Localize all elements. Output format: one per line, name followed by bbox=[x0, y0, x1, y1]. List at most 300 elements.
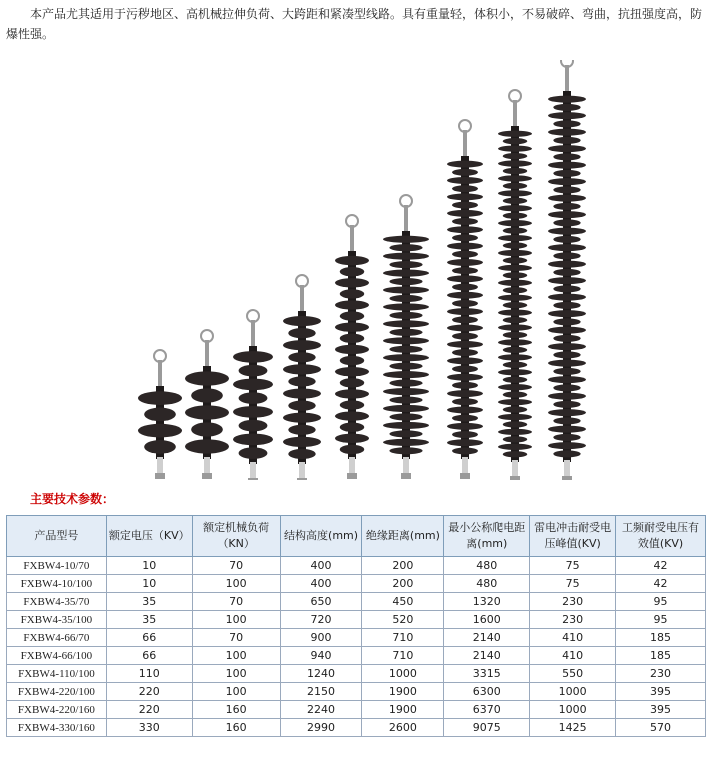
insulator-shed bbox=[383, 405, 429, 412]
insulator-shed bbox=[233, 351, 273, 363]
insulator-shed bbox=[548, 310, 586, 317]
insulator-shed bbox=[548, 145, 586, 152]
insulator-shed bbox=[503, 377, 527, 383]
table-cell: 100 bbox=[192, 575, 280, 593]
insulator-shed bbox=[288, 352, 315, 362]
insulator-shed bbox=[335, 323, 369, 332]
insulator-shed bbox=[340, 378, 364, 387]
insulator-shed bbox=[340, 289, 364, 298]
insulator-shed bbox=[548, 129, 586, 136]
table-cell: 70 bbox=[192, 593, 280, 611]
insulator-shed bbox=[452, 431, 478, 438]
table-cell: 10 bbox=[106, 557, 192, 575]
table-cell: 480 bbox=[444, 575, 530, 593]
insulator-shed bbox=[335, 389, 369, 398]
fitting bbox=[297, 478, 307, 480]
insulator-shed bbox=[447, 341, 483, 348]
insulator-shed bbox=[452, 300, 478, 307]
insulator-shed bbox=[548, 112, 586, 119]
insulator-shed bbox=[548, 409, 586, 416]
column-header: 最小公称爬电距离(mm) bbox=[444, 516, 530, 557]
insulator-shed bbox=[383, 236, 429, 243]
insulator-shed bbox=[503, 138, 527, 144]
insulator-shed bbox=[553, 120, 580, 127]
table-cell: 70 bbox=[192, 557, 280, 575]
section-title: 主要技术参数： bbox=[30, 492, 115, 506]
insulator-shed bbox=[335, 411, 369, 420]
insulator-shed bbox=[498, 280, 532, 286]
table-cell: 900 bbox=[280, 629, 362, 647]
insulator-shed bbox=[452, 398, 478, 405]
fitting bbox=[404, 205, 408, 235]
table-cell: 520 bbox=[362, 611, 444, 629]
insulator-shed bbox=[452, 284, 478, 291]
insulator-shed bbox=[498, 235, 532, 241]
insulator-shed bbox=[383, 270, 429, 277]
insulator-shed bbox=[553, 137, 580, 144]
insulator-shed bbox=[383, 354, 429, 361]
insulator-shed bbox=[553, 351, 580, 358]
table-cell: 42 bbox=[616, 575, 706, 593]
insulator-shed bbox=[233, 406, 273, 418]
insulator-shed bbox=[447, 357, 483, 364]
table-cell: 220 bbox=[106, 701, 192, 719]
insulator-shed bbox=[498, 324, 532, 330]
column-header: 额定机械负荷（KN） bbox=[192, 516, 280, 557]
table-cell: 480 bbox=[444, 557, 530, 575]
insulator-shed bbox=[498, 339, 532, 345]
insulator-shed bbox=[498, 429, 532, 435]
column-header: 工频耐受电压有效值(KV) bbox=[616, 516, 706, 557]
insulator-shed bbox=[383, 439, 429, 446]
insulator-shed bbox=[383, 320, 429, 327]
insulator-shed bbox=[503, 287, 527, 293]
insulator-shed bbox=[548, 277, 586, 284]
insulator-core bbox=[249, 346, 257, 464]
insulator-shed bbox=[191, 388, 223, 402]
table-cell: 110 bbox=[106, 665, 192, 683]
insulator-shed bbox=[498, 384, 532, 390]
insulator-shed bbox=[553, 450, 580, 457]
model-cell: FXBW4-10/100 bbox=[7, 575, 107, 593]
table-cell: 1900 bbox=[362, 683, 444, 701]
fitting bbox=[401, 473, 411, 479]
insulator-shed bbox=[283, 388, 321, 398]
model-cell: FXBW4-110/100 bbox=[7, 665, 107, 683]
insulator-shed bbox=[548, 195, 586, 202]
insulator-shed bbox=[553, 203, 580, 210]
insulator-shed bbox=[548, 376, 586, 383]
insulator-shed bbox=[340, 400, 364, 409]
insulator-shed bbox=[389, 329, 422, 336]
table-cell: 160 bbox=[192, 701, 280, 719]
fitting bbox=[251, 320, 255, 350]
insulator-shed bbox=[503, 436, 527, 442]
table-header-row bbox=[7, 516, 706, 557]
column-header: 产品型号 bbox=[7, 516, 107, 557]
insulator-shed bbox=[553, 104, 580, 111]
column-header: 额定电压（KV） bbox=[106, 516, 192, 557]
table-cell: 35 bbox=[106, 593, 192, 611]
fitting bbox=[248, 478, 258, 480]
insulator-shed bbox=[498, 399, 532, 405]
table-cell: 400 bbox=[280, 575, 362, 593]
table-cell: 185 bbox=[616, 629, 706, 647]
insulator-shed bbox=[452, 267, 478, 274]
insulator-shed bbox=[340, 267, 364, 276]
fitting bbox=[460, 473, 470, 479]
insulator-shed bbox=[452, 251, 478, 258]
insulator-shed bbox=[452, 185, 478, 192]
insulator-shed bbox=[548, 244, 586, 251]
insulator-shed bbox=[389, 363, 422, 370]
insulator-shed bbox=[288, 449, 315, 459]
insulator-shed bbox=[452, 366, 478, 373]
table-cell: 66 bbox=[106, 629, 192, 647]
insulator-shed bbox=[447, 226, 483, 233]
table-cell: 185 bbox=[616, 647, 706, 665]
insulator-shed bbox=[498, 220, 532, 226]
insulator-shed bbox=[553, 153, 580, 160]
insulator-shed bbox=[503, 317, 527, 323]
table-cell: 395 bbox=[616, 683, 706, 701]
insulator-shed bbox=[498, 265, 532, 271]
insulators-photo bbox=[0, 60, 712, 480]
table-cell: 100 bbox=[192, 683, 280, 701]
insulator-shed bbox=[503, 213, 527, 219]
insulator-shed bbox=[503, 242, 527, 248]
model-cell: FXBW4-10/70 bbox=[7, 557, 107, 575]
table-row bbox=[7, 557, 706, 575]
model-cell: FXBW4-220/160 bbox=[7, 701, 107, 719]
table-cell: 570 bbox=[616, 719, 706, 737]
insulator-shed bbox=[447, 374, 483, 381]
column-header: 结构高度(mm) bbox=[280, 516, 362, 557]
insulator-shed bbox=[389, 430, 422, 437]
fitting bbox=[565, 65, 569, 95]
insulator-shed bbox=[144, 440, 176, 454]
insulator-shed bbox=[452, 382, 478, 389]
table-cell: 35 bbox=[106, 611, 192, 629]
table-cell: 2990 bbox=[280, 719, 362, 737]
insulator-shed bbox=[389, 447, 422, 454]
table-cell: 710 bbox=[362, 629, 444, 647]
insulator-shed bbox=[503, 228, 527, 234]
insulator-shed bbox=[389, 278, 422, 285]
insulator-shed bbox=[553, 335, 580, 342]
insulator-shed bbox=[452, 234, 478, 241]
fitting bbox=[250, 462, 256, 480]
insulator-shed bbox=[283, 413, 321, 423]
insulator-shed bbox=[503, 302, 527, 308]
insulator-shed bbox=[553, 219, 580, 226]
fitting bbox=[350, 225, 354, 255]
insulator-shed bbox=[340, 356, 364, 365]
intro-paragraph: 本产品尤其适用于污秽地区、高机械拉伸负荷、大跨距和紧凑型线路。具有重量轻，体积小，不易破碎、弯曲，抗扭强度高，防爆性强。 bbox=[6, 7, 703, 41]
table-cell: 100 bbox=[192, 647, 280, 665]
insulator-shed bbox=[548, 393, 586, 400]
insulator-shed bbox=[335, 367, 369, 376]
fitting bbox=[205, 340, 209, 370]
insulator-shed bbox=[185, 371, 229, 385]
insulator-shed bbox=[548, 442, 586, 449]
table-row bbox=[7, 719, 706, 737]
insulator-shed bbox=[503, 347, 527, 353]
insulator-shed bbox=[553, 384, 580, 391]
table-cell: 200 bbox=[362, 575, 444, 593]
insulator-shed bbox=[389, 261, 422, 268]
table-cell: 400 bbox=[280, 557, 362, 575]
insulator-shed bbox=[503, 406, 527, 412]
insulator-shed bbox=[498, 131, 532, 137]
insulator-shed bbox=[239, 420, 268, 432]
fitting bbox=[403, 457, 409, 475]
insulator-shed bbox=[389, 380, 422, 387]
insulator-shed bbox=[340, 423, 364, 432]
insulator-shed bbox=[283, 316, 321, 326]
insulator-shed bbox=[548, 211, 586, 218]
table-cell: 1900 bbox=[362, 701, 444, 719]
table-cell: 1000 bbox=[362, 665, 444, 683]
insulator-shed bbox=[447, 325, 483, 332]
insulator-shed bbox=[452, 447, 478, 454]
insulator-shed bbox=[389, 346, 422, 353]
insulator-shed bbox=[553, 417, 580, 424]
fitting bbox=[512, 460, 518, 478]
insulator-shed bbox=[383, 371, 429, 378]
insulator-shed bbox=[185, 439, 229, 453]
insulator-shed bbox=[138, 391, 182, 405]
insulator-shed bbox=[503, 362, 527, 368]
insulator-shed bbox=[548, 360, 586, 367]
insulator-shed bbox=[452, 202, 478, 209]
insulator-shed bbox=[553, 401, 580, 408]
table-cell: 410 bbox=[530, 647, 616, 665]
insulator-shed bbox=[503, 332, 527, 338]
insulator-shed bbox=[553, 434, 580, 441]
model-cell: FXBW4-35/70 bbox=[7, 593, 107, 611]
insulator-shed bbox=[548, 178, 586, 185]
table-cell: 9075 bbox=[444, 719, 530, 737]
table-cell: 1425 bbox=[530, 719, 616, 737]
insulator-shed bbox=[447, 390, 483, 397]
insulator-shed bbox=[498, 414, 532, 420]
table-cell: 2240 bbox=[280, 701, 362, 719]
insulator-shed bbox=[233, 434, 273, 446]
insulator-shed bbox=[548, 426, 586, 433]
insulator-shed bbox=[452, 415, 478, 422]
insulator-shed bbox=[233, 379, 273, 391]
table-cell: 410 bbox=[530, 629, 616, 647]
table-cell: 940 bbox=[280, 647, 362, 665]
table-cell: 200 bbox=[362, 557, 444, 575]
fitting bbox=[299, 462, 305, 480]
insulator-shed bbox=[553, 236, 580, 243]
insulator-shed bbox=[548, 162, 586, 169]
insulator-shed bbox=[389, 413, 422, 420]
insulator-shed bbox=[548, 294, 586, 301]
insulator-shed bbox=[447, 308, 483, 315]
insulator-shed bbox=[498, 190, 532, 196]
insulator-shed bbox=[138, 424, 182, 438]
insulator-shed bbox=[452, 333, 478, 340]
insulator-core bbox=[461, 156, 469, 459]
insulator-shed bbox=[283, 340, 321, 350]
model-cell: FXBW4-220/100 bbox=[7, 683, 107, 701]
insulator-shed bbox=[340, 311, 364, 320]
table-cell: 1320 bbox=[444, 593, 530, 611]
insulator-shed bbox=[452, 349, 478, 356]
table-cell: 2140 bbox=[444, 629, 530, 647]
insulator-shed bbox=[288, 425, 315, 435]
spec-table bbox=[6, 515, 706, 737]
table-cell: 1240 bbox=[280, 665, 362, 683]
insulator-shed bbox=[288, 328, 315, 338]
table-cell: 160 bbox=[192, 719, 280, 737]
table-row bbox=[7, 593, 706, 611]
insulator-shed bbox=[452, 218, 478, 225]
model-cell: FXBW4-66/100 bbox=[7, 647, 107, 665]
insulator-shed bbox=[383, 422, 429, 429]
insulator-shed bbox=[498, 295, 532, 301]
insulator-shed bbox=[548, 96, 586, 103]
insulator-shed bbox=[383, 303, 429, 310]
insulator-shed bbox=[452, 169, 478, 176]
insulator-shed bbox=[335, 278, 369, 287]
insulator-shed bbox=[340, 445, 364, 454]
insulator-shed bbox=[553, 285, 580, 292]
insulator-shed bbox=[447, 177, 483, 184]
insulator-shed bbox=[503, 257, 527, 263]
table-cell: 2150 bbox=[280, 683, 362, 701]
fitting bbox=[462, 457, 468, 475]
insulator-shed bbox=[447, 210, 483, 217]
table-cell: 95 bbox=[616, 593, 706, 611]
table-cell: 6300 bbox=[444, 683, 530, 701]
table-cell: 1000 bbox=[530, 701, 616, 719]
table-cell: 6370 bbox=[444, 701, 530, 719]
insulator-shed bbox=[452, 316, 478, 323]
table-row bbox=[7, 665, 706, 683]
insulator-shed bbox=[335, 300, 369, 309]
insulator-shed bbox=[447, 193, 483, 200]
insulator-shed bbox=[335, 256, 369, 265]
insulator-shed bbox=[553, 170, 580, 177]
fitting bbox=[300, 285, 304, 315]
insulator-shed bbox=[335, 434, 369, 443]
insulator-shed bbox=[283, 437, 321, 447]
insulator-shed bbox=[498, 146, 532, 152]
table-cell: 230 bbox=[616, 665, 706, 683]
insulator-shed bbox=[498, 250, 532, 256]
insulator-shed bbox=[144, 408, 176, 422]
table-cell: 230 bbox=[530, 593, 616, 611]
fitting bbox=[510, 476, 520, 480]
insulator-shed bbox=[389, 295, 422, 302]
insulator-shed bbox=[553, 318, 580, 325]
insulator-shed bbox=[288, 376, 315, 386]
insulator-shed bbox=[553, 302, 580, 309]
table-cell: 100 bbox=[192, 665, 280, 683]
insulator-shed bbox=[553, 186, 580, 193]
table-cell: 95 bbox=[616, 611, 706, 629]
table-cell: 230 bbox=[530, 611, 616, 629]
insulator-shed bbox=[503, 392, 527, 398]
insulator-shed bbox=[503, 183, 527, 189]
insulator-shed bbox=[553, 368, 580, 375]
insulator-shed bbox=[498, 354, 532, 360]
fitting bbox=[158, 360, 162, 390]
insulator-shed bbox=[447, 439, 483, 446]
table-cell: 550 bbox=[530, 665, 616, 683]
table-row bbox=[7, 701, 706, 719]
fitting bbox=[347, 473, 357, 479]
insulator-shed bbox=[498, 175, 532, 181]
insulator-shed bbox=[503, 272, 527, 278]
insulator-shed bbox=[447, 406, 483, 413]
insulator-shed bbox=[239, 365, 268, 377]
insulator-shed bbox=[548, 343, 586, 350]
insulator-shed bbox=[548, 327, 586, 334]
table-cell: 75 bbox=[530, 557, 616, 575]
insulator-shed bbox=[503, 168, 527, 174]
fitting bbox=[349, 457, 355, 475]
insulator-shed bbox=[447, 423, 483, 430]
table-cell: 3315 bbox=[444, 665, 530, 683]
table-cell: 650 bbox=[280, 593, 362, 611]
fitting bbox=[564, 460, 570, 478]
insulator-shed bbox=[389, 312, 422, 319]
model-cell: FXBW4-330/160 bbox=[7, 719, 107, 737]
insulator-shed bbox=[191, 422, 223, 436]
fitting bbox=[157, 457, 163, 475]
table-cell: 720 bbox=[280, 611, 362, 629]
table-cell: 2600 bbox=[362, 719, 444, 737]
fitting bbox=[513, 100, 517, 130]
table-cell: 100 bbox=[192, 611, 280, 629]
table-cell: 710 bbox=[362, 647, 444, 665]
insulator-shed bbox=[383, 286, 429, 293]
insulator-shed bbox=[340, 334, 364, 343]
insulator-shed bbox=[447, 292, 483, 299]
insulator-shed bbox=[548, 228, 586, 235]
insulator-shed bbox=[283, 364, 321, 374]
insulator-shed bbox=[498, 160, 532, 166]
table-body bbox=[7, 557, 706, 737]
insulator-shed bbox=[185, 405, 229, 419]
insulator-shed bbox=[503, 153, 527, 159]
insulator-shed bbox=[498, 205, 532, 211]
insulator-shed bbox=[239, 447, 268, 459]
insulator-shed bbox=[383, 253, 429, 260]
insulator-shed bbox=[553, 252, 580, 259]
table-cell: 220 bbox=[106, 683, 192, 701]
insulator-shed bbox=[498, 444, 532, 450]
fitting bbox=[562, 476, 572, 480]
table-row bbox=[7, 611, 706, 629]
table-row bbox=[7, 629, 706, 647]
insulator-shed bbox=[503, 451, 527, 457]
insulator-shed bbox=[498, 310, 532, 316]
table-cell: 66 bbox=[106, 647, 192, 665]
model-cell: FXBW4-35/100 bbox=[7, 611, 107, 629]
insulator-shed bbox=[503, 198, 527, 204]
table-cell: 2140 bbox=[444, 647, 530, 665]
insulator-shed bbox=[447, 259, 483, 266]
insulator-shed bbox=[447, 161, 483, 168]
insulator-shed bbox=[548, 261, 586, 268]
table-row bbox=[7, 647, 706, 665]
